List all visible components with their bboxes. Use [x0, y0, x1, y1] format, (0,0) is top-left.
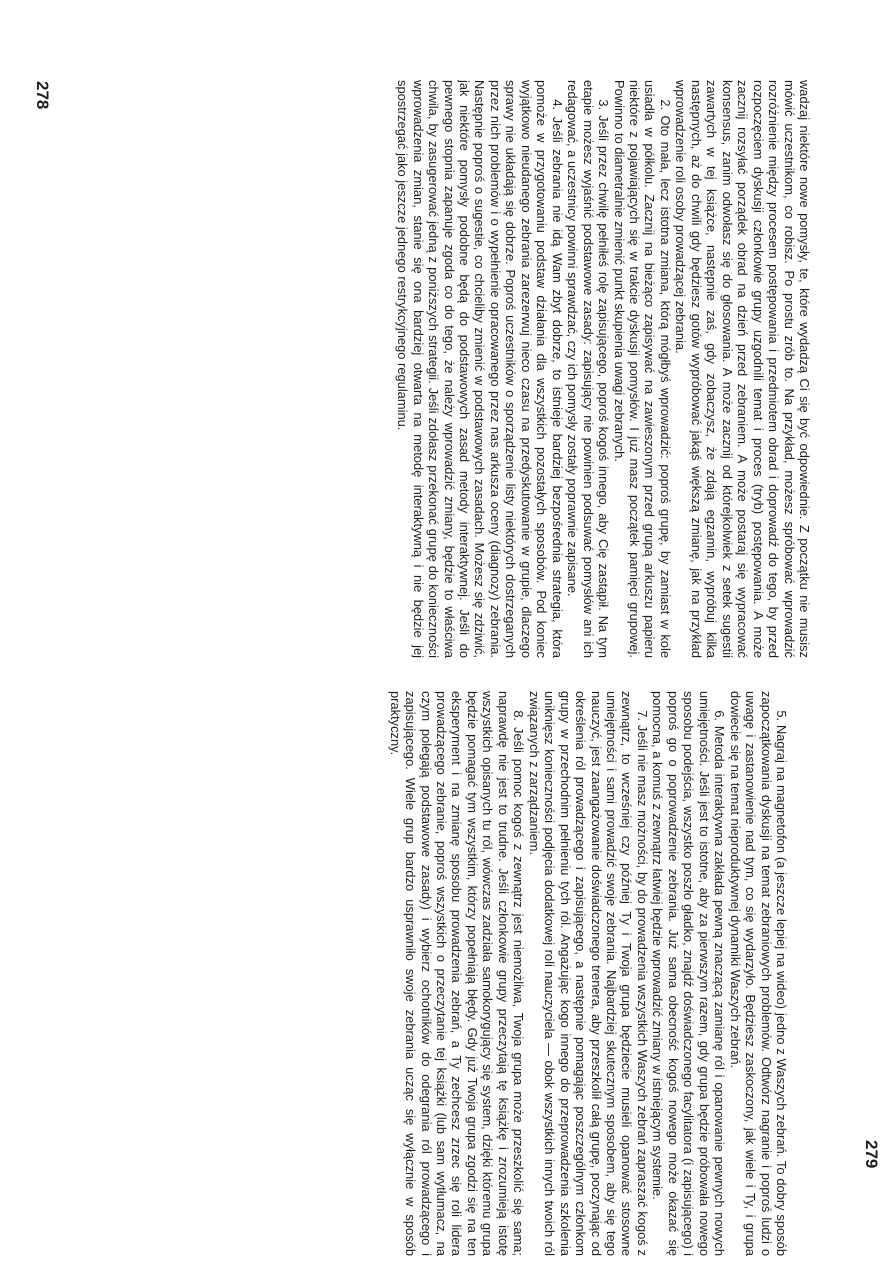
paragraph: 4. Jeśli zebrania nie idą Wam zbyt dobrze, to istnieje bardziej bezpośrednia strategia, która pomoże w przygotowaniu podstaw działania dla wszystkich pozostałych sposobów. Pod koniec wyjątkowo nieudanego zebrania zarezerwuj nieco czasu na przedyskutowanie w grupie, dlaczego sprawy nie układają się dobrze. Poproś uczestników o sporządzenie listy niektórych dostrzeganych przez nich problemów i o wypełnienie opracowanego przez nas arkusza oceny (diagnozy) zebrania. Następnie poproś o sugestie, co chcieliby zmienić w podstawowych zasadach. Możesz się zdziwić, jak niektóre pomysły podobne będą do podstawowych zasad metody interaktywnej. Jeśli do pewnego stopnia zapanuje zgoda co do tego, że należy wprowadzić zmiany, będzie to właściwa chwila, by zasugerować jedną z poniższych strategii. Jeśli zdołasz przekonać grupę do konieczności wprowadzenia zmian, stanie się ona bardziej otwarta na metodę interaktywną i nie będzie jej spostrzegać jako jeszcze jednego restrykcyjnego regulaminu. [395, 80, 565, 658]
page-number-left: 278 [33, 81, 52, 110]
paragraph: 2. Oto mała, lecz istotna zmiana, którą mógłbyś wprowadzić: poproś grupę, by zamiast w kole usiadła w półkolu. Zacznij na bieżąco zapisywać na zawieszonym przed grupą arkuszu papieru niektóre z pojawiających się w trakcie dyskusji pomysłów. I już masz początek pamięci grupowej. Powinno to diametralnie zmienić punkt skupienia uwagi zebranych. [611, 80, 673, 658]
paragraph: wadzaj niektóre nowe pomysły, te, które wydadzą Ci się być odpowiednie. Z początku nie musisz mówić uczestnikom, co robisz. Po prostu zrób to. Na przykład, możesz spróbować wprowadzić rozróżnienie między procesem postępowania i przedmiotem obrad i doprowadź do tego, by przed rozpoczęciem dyskusji członkowie grupy uzgodnili temat i proces (tryb) postępowania. A może zacznij rozsyłać porządek obrad na dzień przed zebraniem. A może postaraj się wypracować konsensus, zanim odwołasz się do głosowania. A może zacznij od którejkolwiek z setek sugestii zawartych w tej książce, następnie zaś, gdy zobaczysz, że zdają egzamin, wypróbuj kilka następnych, aż do chwili gdy będziesz gotów wypróbować jakąś większą zmianę, jak na przykład wprowadzenie roli osoby prowadzącej zebrania. [673, 80, 812, 658]
paragraph: 7. Jeśli nie masz możności, by do prowadzenia wszystkich Waszych zebrań zapraszać kogoś z zewnątrz, to wcześniej czy później Ty i Twoja grupa będziecie musieli opanować stosowne umiejętności i sami prowadzić swoje zebrania. Najbardziej skutecznym sposobem, aby się tego nauczyć, jest zaangażowanie doświadczonego trenera, aby przeszkolił całą grupę, poczynając od określenia ról prowadzącego i zapisującego, a następnie pomagając poszczególnym członkom grupy w przechodnim pełnieniu tych ról. Angażując kogo innego do przeprowadzenia szkolenia uniknięsz konieczności podjęcia dodatkowej roli nauczyciela — obok wszystkich innych twoich ról związanych z zarządzaniem. [526, 691, 650, 1256]
page-number-right: 279 [862, 1140, 881, 1169]
text-column-left [112, 80, 812, 658]
paragraph: 5. Nagraj na magnetofon (a jeszcze lepiej na wideo) jedno z Waszych zebrań. To dobry sposób zapoczątkowania dyskusji na temat zebraniowych problemów. Odtwórz nagranie i poproś ludzi o uwagę i zastanowienie nad tym, co się wydarzyło. Będziesz zaskoczony, jak wiele i Ty, i grupa dowiecie się na temat nieproduktywnej dynamiki Waszych zebrań. [727, 691, 789, 1256]
paragraph: 8. Jeśli pomoc kogoś z zewnątrz jest niemożliwa, Twoja grupa może przeszkolić się sama; naprawdę nie jest to trudne. Jeśli członkowie grupy przeczytają tę książkę i zrozumieją istotę wszystkich opisanych tu ról, wówczas zadziała samokorygujący się system, dzięki któremu grupa będzie pomagać tym wszystkim, którzy popełniają błędy. Gdy już Twoja grupa zgodzi się na ten eksperyment i na zmianę sposobu prowadzenia zebrań, a Ty zechcesz zrzec się roli lidera prowadzącego zebranie, poproś wszystkich o przeczytanie tej książki (lub sam wytłumacz, na czym polegają podstawowe zasady) i wybierz ochotników do odegrania ról prowadzącego i zapisującego. Wiele grup bardzo usprawniło swoje zebrania ucząc się wyłącznie w sposób praktyczny. [387, 691, 527, 1256]
text-column-right [94, 691, 789, 1256]
paragraph: 6. Metoda interaktywna zakłada pewną znaczącą zamianę ról i opanowanie pewnych nowych umiejętności. Jeśli jest to istotne, aby za pierwszym razem, gdy grupa będzie próbowała nowego sposobu podejścia, wszystko poszło gładko, znajdź doświadczonego facylitatora (i zapisującego) i poproś go o poprowadzenie zebrania. Już sama obecność kogoś nowego może okazać się pomocna, a komuś z zewnątrz łatwiej będzie wprowadzić zmiany w istniejącym systemie. [650, 691, 728, 1256]
paragraph: 3. Jeśli przez chwilę pełniłeś rolę zapisującego, poproś kogoś innego, aby Cię zastąpił. Na tym etapie możesz wyjaśnić podstawowe zasady: zapisujący nie powinien podsuwać pomysłów ani ich redagować, a uczestnicy powinni sprawdzać, czy ich pomysły zostały poprawnie zapisane. [565, 80, 612, 658]
